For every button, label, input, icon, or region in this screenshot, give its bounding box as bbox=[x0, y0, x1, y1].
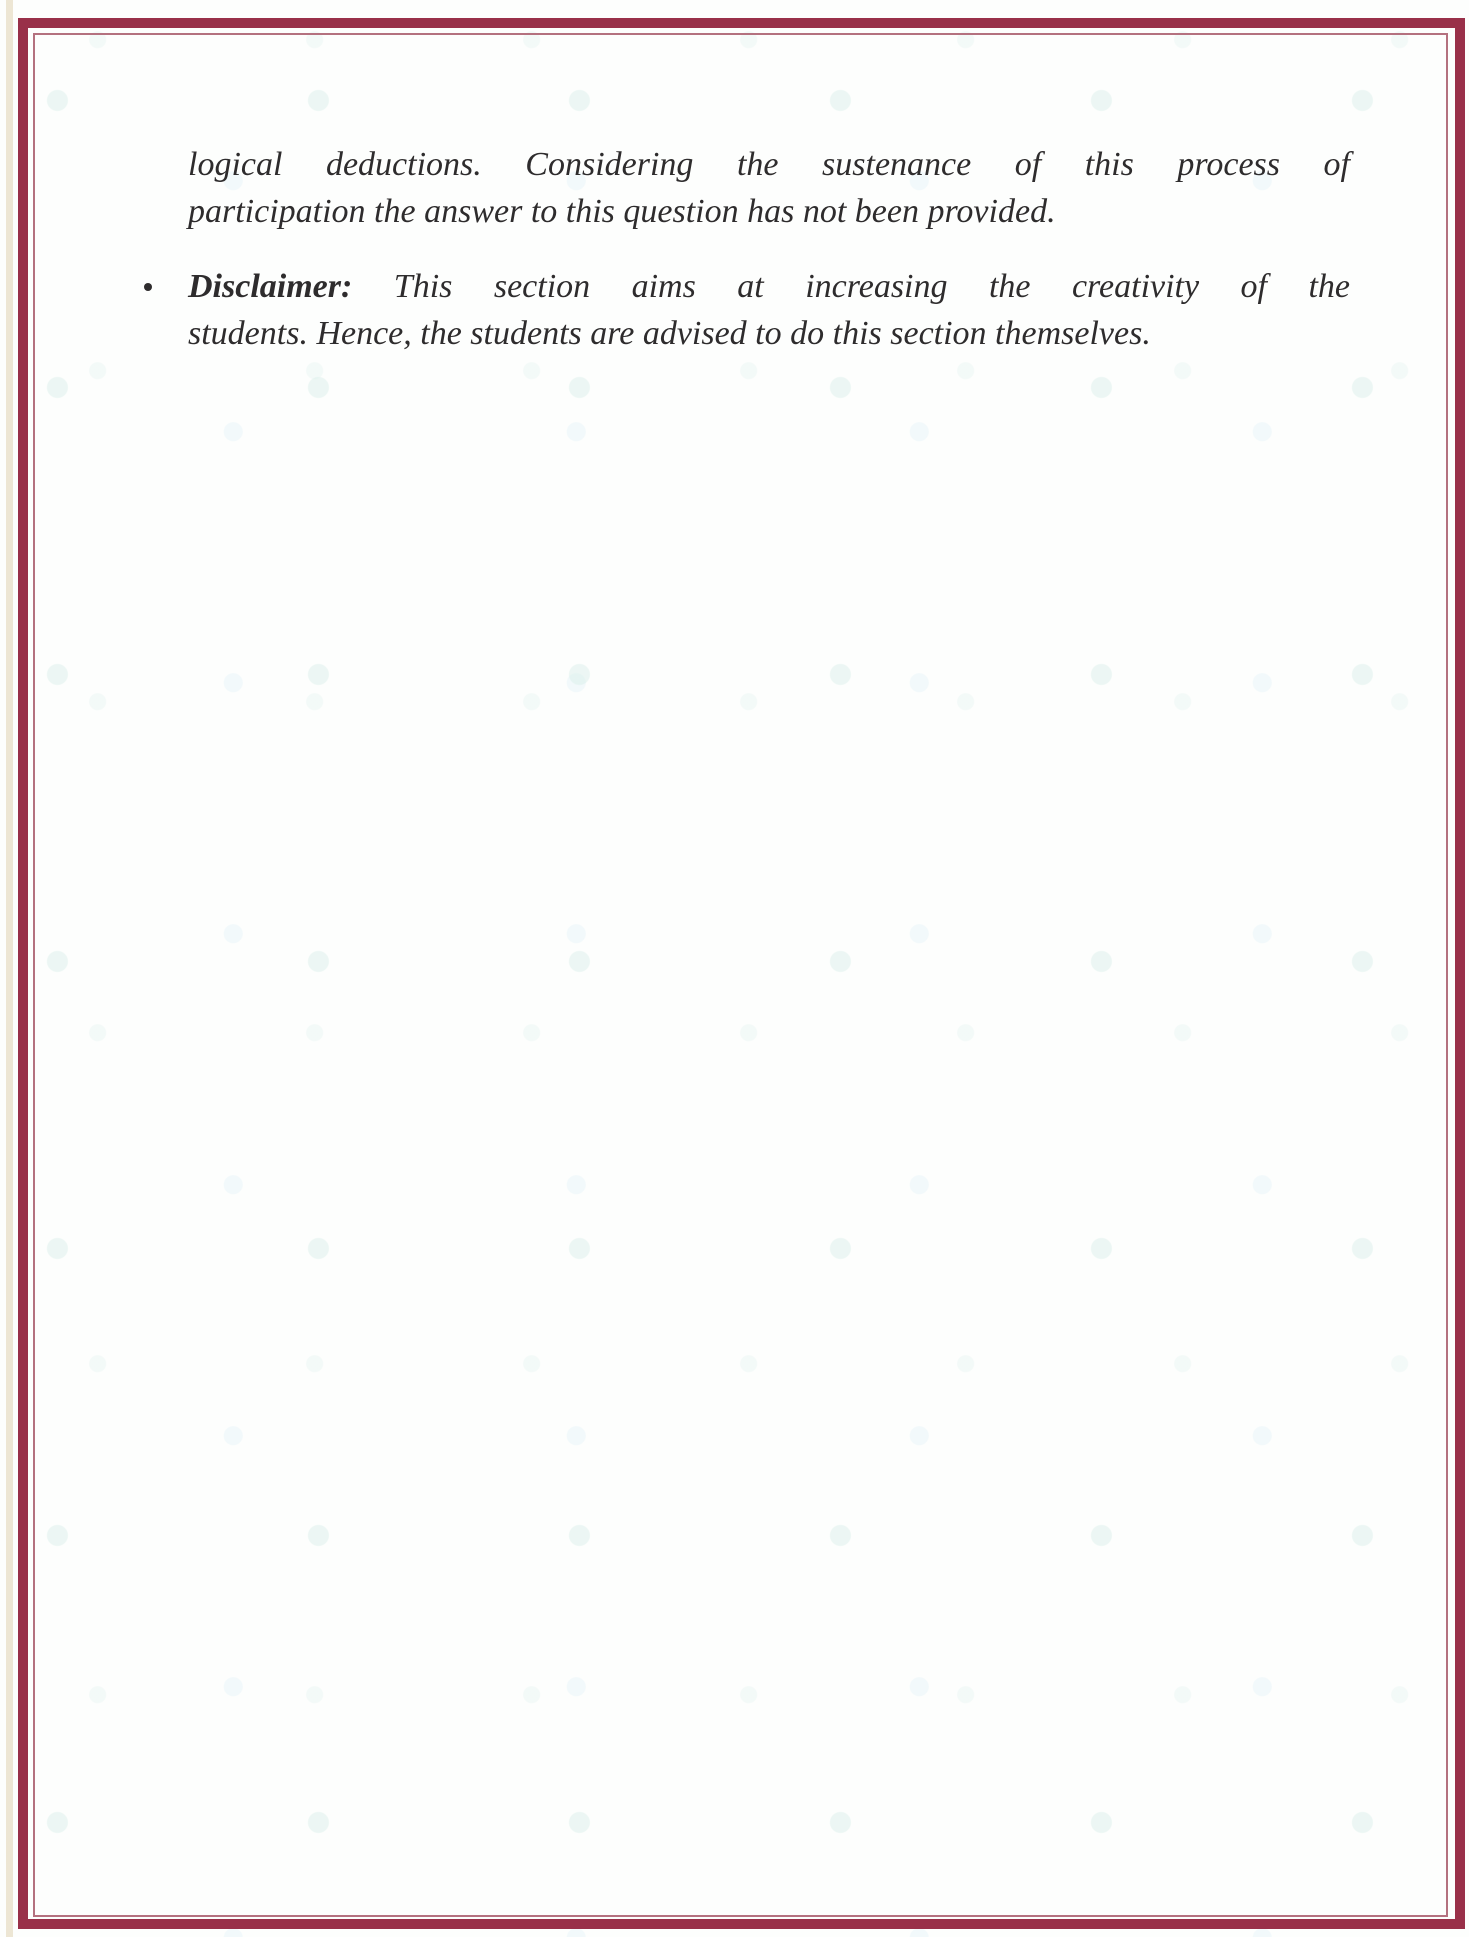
scan-edge-artifact bbox=[6, 0, 13, 1937]
disclaimer-line-1 bbox=[188, 263, 1350, 310]
paragraph-continuation bbox=[188, 141, 1350, 235]
disclaimer-text-block bbox=[188, 263, 1350, 357]
disclaimer-line-2: students. Hence, the students are advised to do this section themselves. bbox=[188, 315, 1151, 352]
page-content bbox=[188, 141, 1350, 357]
disclaimer-bullet-item bbox=[188, 263, 1350, 357]
disclaimer-label: Disclaimer: bbox=[188, 268, 353, 305]
disclaimer-line-1-text: This section aims at increasing the creativity of the bbox=[393, 268, 1351, 305]
paragraph-line-1: logical deductions. Considering the sustenance of this process of bbox=[188, 146, 1350, 183]
paragraph-line-2: participation the answer to this question has not been provided. bbox=[188, 193, 1056, 230]
bullet-dot-icon bbox=[144, 283, 152, 291]
